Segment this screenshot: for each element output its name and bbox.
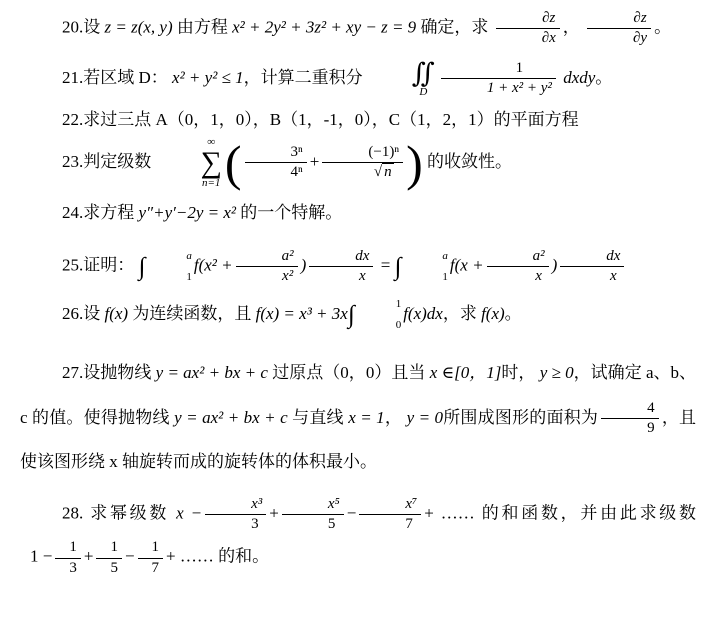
fraction-x3-3: [205, 496, 266, 534]
math-run: x = 1: [348, 407, 385, 427]
fraction-denominator: 7: [405, 516, 413, 533]
text-run: 。: [654, 17, 672, 37]
text-run: 的和。: [218, 547, 270, 567]
integral-symbol: ∫: [394, 253, 402, 281]
integral-limits: [400, 251, 448, 283]
fraction-numerator: 4: [601, 400, 659, 419]
fraction-numerator: a²: [236, 248, 298, 267]
fraction-3n-4n: [245, 144, 307, 182]
math-run: y = ax² + bx + c: [155, 363, 268, 383]
text-run: 证明：: [83, 255, 135, 275]
fraction-denominator: [322, 163, 403, 181]
fraction-1-5: [96, 539, 122, 577]
problem-number: 26.: [62, 304, 84, 324]
text-run: 与直线: [292, 407, 344, 427]
fraction-numerator: 3ⁿ: [245, 144, 307, 163]
fraction-numerator: 1: [55, 539, 81, 558]
fraction-denominator: 7: [151, 559, 160, 576]
math-run: 1 −: [30, 547, 53, 567]
problem-28-line-2: [20, 539, 696, 577]
integral-upper-limit: a: [186, 249, 192, 262]
text-run: ，: [562, 17, 580, 37]
math-run: y = 0: [406, 407, 444, 427]
integral-symbol: ∫: [347, 301, 355, 329]
problem-24: [20, 199, 696, 226]
text-run: 设抛物线: [83, 363, 152, 383]
equals-sign: =: [380, 255, 391, 275]
radical-sign: √: [373, 164, 383, 181]
integral-limits: [144, 251, 192, 283]
fraction-a2-x: [487, 248, 549, 286]
fraction-numerator: x³: [205, 496, 266, 515]
math-run: f(x² +: [193, 255, 233, 275]
fraction-numerator: ∂z: [496, 10, 560, 29]
math-run: x² + 2y² + 3z² + xy − z = 9: [232, 17, 417, 37]
fraction-numerator: dx: [560, 248, 624, 267]
integral-domain-label: D: [419, 85, 428, 98]
text-run: ，计算二重积分: [243, 67, 363, 87]
summation-lower-limit: n=1: [201, 176, 221, 189]
problem-26: [20, 299, 696, 331]
right-paren: ): [406, 134, 423, 191]
fraction-numerator: x⁷: [359, 496, 421, 515]
text-run: ，求: [442, 304, 477, 324]
text-run: ，且使该图形绕 x 轴旋转而成的旋转体的体积最小。: [20, 407, 697, 471]
double-integral-symbol: ∬: [411, 57, 435, 88]
fraction-integrand: [441, 60, 556, 98]
fraction-denominator: 3: [251, 516, 259, 533]
fraction-denominator: 5: [110, 559, 118, 576]
radical-argument: n: [384, 164, 392, 181]
math-run: f(x): [481, 304, 505, 324]
math-run: x ∈[0，1]: [429, 363, 502, 383]
text-run: ，试确定 a、b、c 的值。使得抛物线: [20, 363, 697, 427]
integral-lower-limit: 0: [395, 319, 402, 332]
fraction-1-3: [55, 539, 81, 577]
math-run: f(x) = x³ + 3x: [255, 304, 348, 324]
fraction-denominator: ∂y: [633, 30, 648, 47]
problem-28-line-1: [20, 496, 696, 534]
text-run: 求过三点 A（0，1，0），B（1，-1，0），C（1，2，1）的平面方程: [83, 109, 579, 129]
left-paren: (: [224, 134, 242, 191]
text-run: 的和函数，并由此求级数: [481, 503, 697, 523]
problem-21: [20, 57, 696, 98]
math-run: y = ax² + bx + c: [174, 407, 288, 427]
text-run: 确定，求: [420, 17, 489, 37]
math-run: x² + y² ≤ 1: [172, 67, 244, 87]
text-run: 时，: [501, 363, 536, 383]
fraction-denominator: 1 + x² + y²: [486, 80, 552, 96]
text-run: 。: [595, 67, 613, 87]
fraction-numerator: x⁵: [282, 496, 344, 515]
problem-number: 20.: [62, 17, 84, 37]
math-run: f(x): [104, 304, 129, 324]
integral-upper-limit: 1: [395, 298, 402, 311]
math-run: y″+y′−2y = x²: [138, 202, 236, 222]
problem-number: 24.: [62, 202, 84, 222]
fraction-numerator: ∂z: [587, 10, 651, 29]
double-integral: [370, 57, 435, 98]
math-run: y ≥ 0: [539, 363, 574, 383]
problem-number: 23.: [62, 151, 84, 171]
fraction-x7-7: [359, 496, 421, 534]
fraction-4-9: [601, 400, 659, 438]
fraction-dz-dy: [587, 10, 651, 48]
fraction-numerator: 1: [138, 539, 164, 558]
math-run: x −: [176, 503, 203, 523]
summation-symbol: ∑: [200, 145, 222, 179]
problem-number: 28.: [62, 503, 84, 523]
math-run: dxdy: [563, 67, 596, 87]
text-run: 所围成图形的面积为: [443, 407, 599, 427]
summation-upper-limit: ∞: [207, 135, 216, 148]
problem-22: [20, 106, 696, 133]
text-run: 为连续函数，且: [132, 304, 252, 324]
fraction-numerator: a²: [487, 248, 549, 267]
summation: [159, 137, 222, 189]
text-run: 过原点（0，0）且当: [272, 363, 426, 383]
fraction-x5-5: [282, 496, 344, 534]
fraction-1-7: [138, 539, 164, 577]
minus-sign: −: [124, 547, 135, 567]
math-run: f(x +: [449, 255, 484, 275]
fraction-denominator: x: [359, 268, 366, 285]
problem-number: 27.: [62, 363, 84, 383]
minus-sign: −: [346, 503, 357, 523]
problem-number: 22.: [62, 109, 84, 129]
fraction-denominator: 9: [647, 420, 655, 437]
math-run: f(x)dx: [403, 304, 443, 324]
fraction-neg1n-sqrtn: [322, 144, 403, 182]
fraction-dz-dx: [496, 10, 560, 48]
fraction-denominator: x²: [282, 268, 294, 285]
text-run: 由方程: [176, 17, 228, 37]
fraction-denominator: 3: [69, 559, 77, 576]
text-run: 的收敛性。: [426, 151, 512, 171]
integral-lower-limit: 1: [442, 270, 448, 283]
problem-20: [20, 10, 696, 48]
fraction-dx-x: [309, 248, 373, 286]
problem-27: [20, 351, 696, 484]
fraction-numerator: 1: [96, 539, 122, 558]
fraction-denominator: ∂x: [541, 30, 556, 47]
text-run: 求幂级数: [90, 503, 170, 523]
integral-limits: [354, 299, 402, 331]
integral-upper-limit: a: [442, 249, 448, 262]
integral-lower-limit: 1: [186, 270, 192, 283]
text-run: 。: [504, 304, 522, 324]
math-run: ): [300, 255, 307, 275]
plus-sign: +: [309, 151, 320, 171]
text-run: 设: [83, 304, 101, 324]
fraction-numerator: dx: [309, 248, 373, 267]
problem-23: [20, 134, 696, 191]
fraction-numerator: (−1)ⁿ: [322, 144, 403, 163]
fraction-numerator: 1: [441, 60, 556, 79]
math-run: z = z(x, y): [104, 17, 173, 37]
text-run: 设: [83, 17, 101, 37]
integral-symbol: ∫: [138, 253, 146, 281]
text-run: 若区域 D：: [83, 67, 168, 87]
text-run: ，: [384, 407, 403, 427]
fraction-dx-x: [560, 248, 624, 286]
fraction-denominator: 4ⁿ: [290, 164, 303, 181]
problem-25: [20, 248, 696, 286]
fraction-denominator: 5: [327, 516, 336, 533]
text-run: 判定级数: [83, 151, 152, 171]
math-run: ): [551, 255, 558, 275]
plus-sign: +: [269, 503, 279, 523]
fraction-denominator: x: [609, 268, 617, 285]
plus-sign: +: [83, 547, 94, 567]
text-run: 的一个特解。: [240, 202, 343, 222]
fraction-a2-x2: [236, 248, 298, 286]
ellipsis-run: + ……: [424, 503, 475, 523]
fraction-denominator: x: [535, 268, 542, 285]
problem-number: 25.: [62, 255, 84, 275]
text-run: 求方程: [83, 202, 135, 222]
problem-number: 21.: [62, 67, 84, 87]
ellipsis-run: + ……: [166, 547, 214, 567]
